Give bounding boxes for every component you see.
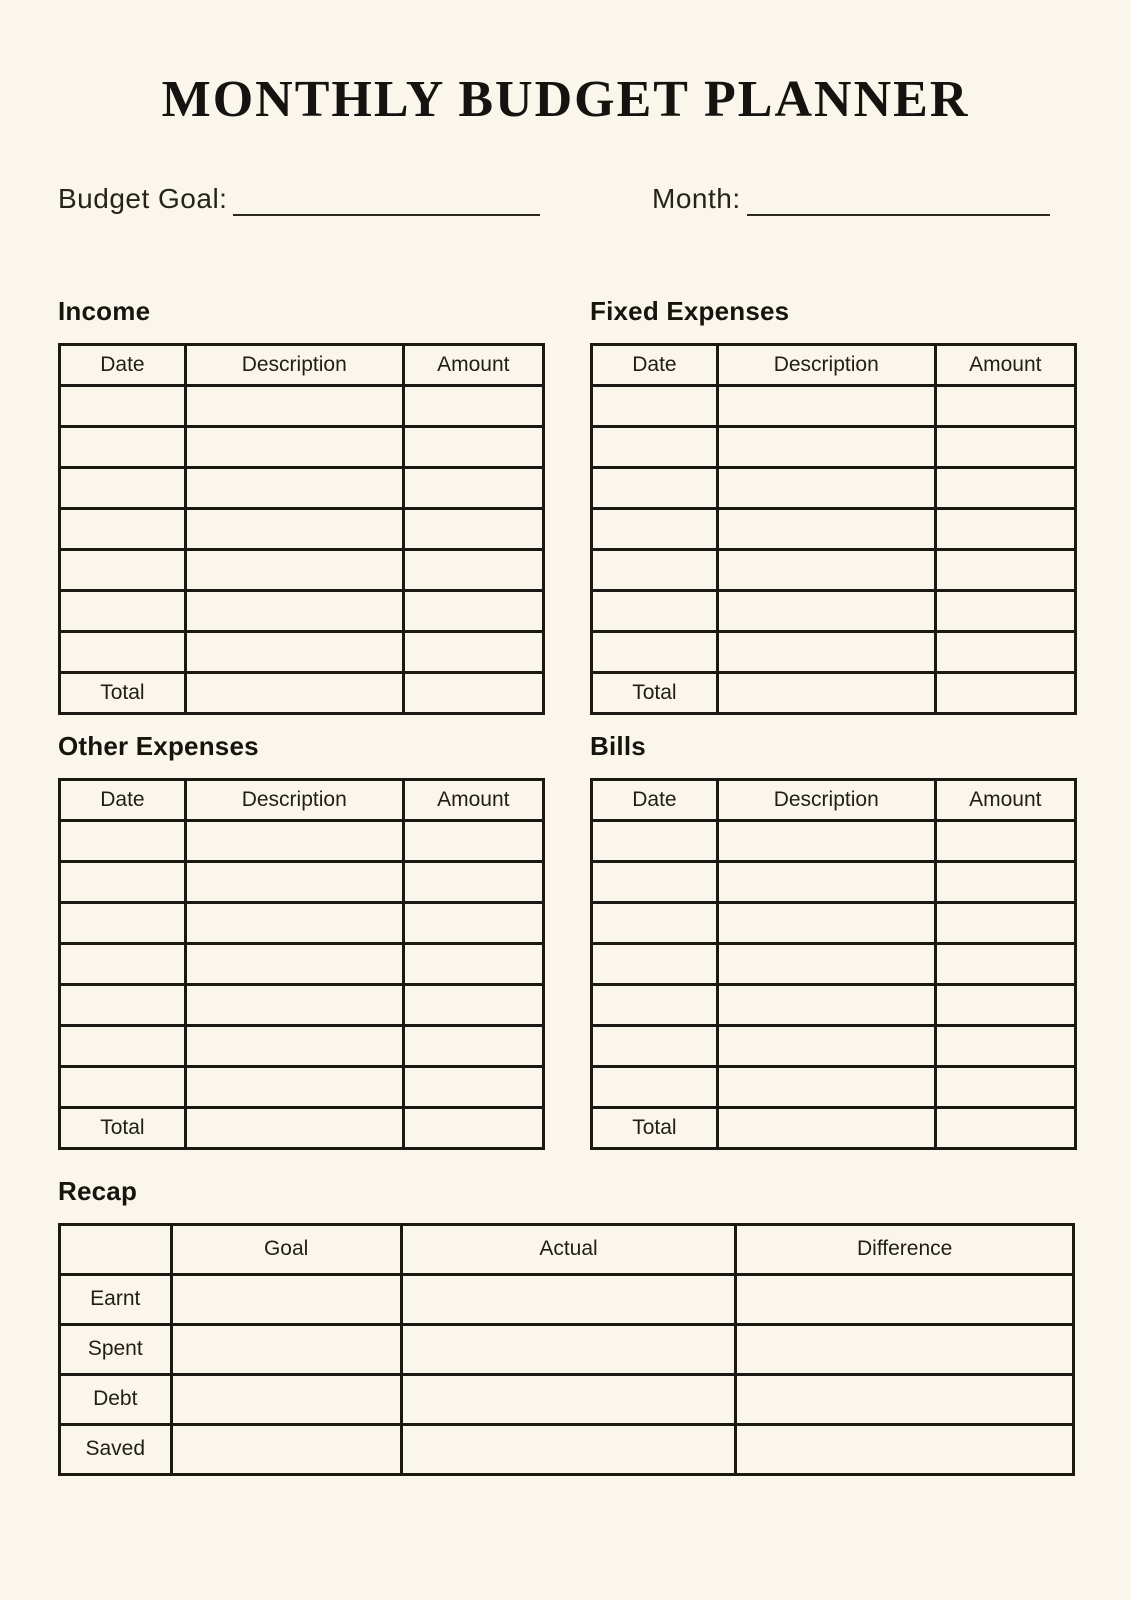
blank-cell[interactable] <box>60 820 186 861</box>
blank-cell[interactable] <box>592 549 718 590</box>
blank-cell[interactable] <box>171 1324 401 1374</box>
blank-cell[interactable] <box>185 426 403 467</box>
recap-table <box>58 1223 1075 1476</box>
recap-row-saved <box>60 1424 1074 1474</box>
bills-table <box>590 778 1077 1150</box>
blank-cell[interactable] <box>592 861 718 902</box>
blank-cell[interactable] <box>60 631 186 672</box>
blank-cell[interactable] <box>185 549 403 590</box>
blank-cell[interactable] <box>403 590 543 631</box>
table-header-row <box>60 344 544 385</box>
blank-row <box>592 590 1076 631</box>
blank-cell[interactable] <box>185 672 403 713</box>
total-row <box>60 672 544 713</box>
blank-cell[interactable] <box>403 820 543 861</box>
row-label-cell: Spent <box>60 1324 172 1374</box>
blank-cell[interactable] <box>185 861 403 902</box>
recap-row-spent <box>60 1324 1074 1374</box>
blank-cell[interactable] <box>185 943 403 984</box>
blank-cell[interactable] <box>60 1025 186 1066</box>
amount-column-header: Amount <box>403 779 543 820</box>
blank-cell[interactable] <box>717 590 935 631</box>
table-header-row <box>60 779 544 820</box>
blank-cell[interactable] <box>717 1025 935 1066</box>
bills-section <box>590 731 1077 1150</box>
blank-cell[interactable] <box>717 1107 935 1148</box>
blank-cell[interactable] <box>592 984 718 1025</box>
income-table <box>58 343 545 715</box>
blank-cell[interactable] <box>717 385 935 426</box>
blank-row <box>60 1025 544 1066</box>
income-section <box>58 296 545 715</box>
income-section-title: Income <box>58 295 151 326</box>
recap-section <box>0 1176 1131 1476</box>
blank-row <box>592 1066 1076 1107</box>
blank-cell[interactable] <box>60 984 186 1025</box>
blank-cell[interactable] <box>935 902 1075 943</box>
total-label-cell: Total <box>60 1107 186 1148</box>
blank-cell[interactable] <box>60 943 186 984</box>
blank-cell[interactable] <box>935 385 1075 426</box>
recap-section-title: Recap <box>58 1175 138 1206</box>
blank-row <box>60 943 544 984</box>
description-column-header: Description <box>717 344 935 385</box>
total-row <box>592 1107 1076 1148</box>
blank-cell[interactable] <box>717 549 935 590</box>
table-header-row <box>592 779 1076 820</box>
blank-cell[interactable] <box>717 508 935 549</box>
description-column-header: Description <box>717 779 935 820</box>
blank-cell[interactable] <box>736 1374 1074 1424</box>
blank-cell[interactable] <box>185 1107 403 1148</box>
blank-cell[interactable] <box>60 861 186 902</box>
row-label-cell: Earnt <box>60 1274 172 1324</box>
other-expenses-section-title: Other Expenses <box>58 730 259 761</box>
blank-cell[interactable] <box>60 426 186 467</box>
blank-cell[interactable] <box>401 1374 736 1424</box>
blank-cell[interactable] <box>171 1374 401 1424</box>
blank-row <box>592 426 1076 467</box>
blank-cell[interactable] <box>935 1066 1075 1107</box>
date-column-header: Date <box>592 344 718 385</box>
blank-cell[interactable] <box>592 385 718 426</box>
blank-cell[interactable] <box>403 861 543 902</box>
description-column-header: Description <box>185 779 403 820</box>
row-label-cell: Saved <box>60 1424 172 1474</box>
blank-row <box>60 508 544 549</box>
blank-cell[interactable] <box>185 590 403 631</box>
blank-row <box>60 549 544 590</box>
date-column-header: Date <box>60 344 186 385</box>
blank-cell[interactable] <box>403 1025 543 1066</box>
blank-cell[interactable] <box>935 1107 1075 1148</box>
blank-cell[interactable] <box>935 426 1075 467</box>
blank-cell[interactable] <box>717 820 935 861</box>
other-expenses-section <box>58 731 545 1150</box>
blank-cell[interactable] <box>935 467 1075 508</box>
blank-cell[interactable] <box>592 902 718 943</box>
amount-column-header: Amount <box>403 344 543 385</box>
blank-row <box>60 590 544 631</box>
blank-row <box>60 426 544 467</box>
blank-cell[interactable] <box>592 943 718 984</box>
blank-cell[interactable] <box>935 1025 1075 1066</box>
blank-cell[interactable] <box>185 467 403 508</box>
table-header-row <box>592 344 1076 385</box>
blank-cell[interactable] <box>185 508 403 549</box>
blank-row <box>592 1025 1076 1066</box>
blank-row <box>592 902 1076 943</box>
blank-row <box>60 1066 544 1107</box>
blank-cell[interactable] <box>592 467 718 508</box>
blank-row <box>592 820 1076 861</box>
amount-column-header: Amount <box>935 779 1075 820</box>
blank-cell[interactable] <box>185 1066 403 1107</box>
blank-cell[interactable] <box>717 902 935 943</box>
blank-cell[interactable] <box>403 631 543 672</box>
blank-cell[interactable] <box>185 1025 403 1066</box>
blank-row <box>60 385 544 426</box>
blank-cell[interactable] <box>935 861 1075 902</box>
blank-cell[interactable] <box>935 549 1075 590</box>
row-label-cell: Debt <box>60 1374 172 1424</box>
blank-cell[interactable] <box>171 1424 401 1474</box>
blank-cell[interactable] <box>592 590 718 631</box>
description-column-header: Description <box>185 344 403 385</box>
blank-cell[interactable] <box>403 902 543 943</box>
blank-cell[interactable] <box>185 820 403 861</box>
blank-cell[interactable] <box>592 1066 718 1107</box>
blank-cell[interactable] <box>935 631 1075 672</box>
blank-cell[interactable] <box>185 984 403 1025</box>
blank-cell[interactable] <box>935 508 1075 549</box>
fixed-expenses-section <box>590 296 1077 715</box>
blank-row <box>592 385 1076 426</box>
blank-row <box>592 943 1076 984</box>
blank-row <box>60 631 544 672</box>
blank-cell[interactable] <box>185 902 403 943</box>
budget-goal-label: Budget Goal: <box>58 183 228 215</box>
recap-row-earnt <box>60 1274 1074 1324</box>
blank-cell[interactable] <box>935 672 1075 713</box>
blank-cell[interactable] <box>403 385 543 426</box>
bills-section-title: Bills <box>590 730 646 761</box>
blank-cell[interactable] <box>403 984 543 1025</box>
blank-cell[interactable] <box>592 508 718 549</box>
blank-cell[interactable] <box>60 508 186 549</box>
blank-cell[interactable] <box>717 467 935 508</box>
blank-cell[interactable] <box>592 1025 718 1066</box>
blank-row <box>60 820 544 861</box>
blank-cell[interactable] <box>592 426 718 467</box>
blank-cell[interactable] <box>60 590 186 631</box>
budget-goal-input-line[interactable] <box>233 180 540 216</box>
blank-cell[interactable] <box>717 943 935 984</box>
blank-cell[interactable] <box>403 549 543 590</box>
blank-cell[interactable] <box>736 1424 1074 1474</box>
blank-row <box>592 861 1076 902</box>
header-fields <box>58 180 1050 216</box>
blank-cell[interactable] <box>717 631 935 672</box>
blank-cell[interactable] <box>717 672 935 713</box>
blank-cell[interactable] <box>403 1066 543 1107</box>
date-column-header: Date <box>60 779 186 820</box>
blank-cell[interactable] <box>403 467 543 508</box>
blank-cell[interactable] <box>60 902 186 943</box>
total-row <box>592 672 1076 713</box>
blank-row <box>592 508 1076 549</box>
blank-cell[interactable] <box>592 820 718 861</box>
total-label-cell: Total <box>60 672 186 713</box>
blank-cell[interactable] <box>717 426 935 467</box>
recap-corner-header <box>60 1224 172 1274</box>
blank-cell[interactable] <box>935 984 1075 1025</box>
blank-cell[interactable] <box>185 631 403 672</box>
blank-row <box>592 549 1076 590</box>
page-title: MONTHLY BUDGET PLANNER <box>161 71 970 128</box>
entry-tables-grid <box>0 296 1131 1150</box>
month-input-line[interactable] <box>747 180 1050 216</box>
blank-row <box>592 467 1076 508</box>
blank-cell[interactable] <box>717 984 935 1025</box>
blank-cell[interactable] <box>935 590 1075 631</box>
blank-row <box>60 984 544 1025</box>
goal-column-header: Goal <box>171 1224 401 1274</box>
blank-cell[interactable] <box>60 385 186 426</box>
blank-cell[interactable] <box>60 1066 186 1107</box>
blank-row <box>60 467 544 508</box>
blank-cell[interactable] <box>60 549 186 590</box>
blank-cell[interactable] <box>935 943 1075 984</box>
month-label: Month: <box>652 183 741 215</box>
date-column-header: Date <box>592 779 718 820</box>
actual-column-header: Actual <box>401 1224 736 1274</box>
blank-cell[interactable] <box>403 943 543 984</box>
blank-cell[interactable] <box>736 1274 1074 1324</box>
blank-cell[interactable] <box>401 1324 736 1374</box>
other-expenses-table <box>58 778 545 1150</box>
blank-cell[interactable] <box>401 1274 736 1324</box>
blank-row <box>592 631 1076 672</box>
blank-cell[interactable] <box>403 1107 543 1148</box>
blank-cell[interactable] <box>403 672 543 713</box>
blank-cell[interactable] <box>717 1066 935 1107</box>
blank-cell[interactable] <box>403 426 543 467</box>
total-label-cell: Total <box>592 1107 718 1148</box>
difference-column-header: Difference <box>736 1224 1074 1274</box>
blank-row <box>60 861 544 902</box>
recap-row-debt <box>60 1374 1074 1424</box>
budget-goal-field <box>58 180 540 216</box>
blank-cell[interactable] <box>717 861 935 902</box>
blank-cell[interactable] <box>592 631 718 672</box>
blank-row <box>60 902 544 943</box>
month-field <box>652 180 1050 216</box>
amount-column-header: Amount <box>935 344 1075 385</box>
fixed-expenses-table <box>590 343 1077 715</box>
blank-cell[interactable] <box>60 467 186 508</box>
fixed-expenses-section-title: Fixed Expenses <box>590 295 790 326</box>
blank-cell[interactable] <box>403 508 543 549</box>
total-label-cell: Total <box>592 672 718 713</box>
blank-cell[interactable] <box>935 820 1075 861</box>
blank-cell[interactable] <box>736 1324 1074 1374</box>
blank-cell[interactable] <box>185 385 403 426</box>
blank-cell[interactable] <box>171 1274 401 1324</box>
table-header-row <box>60 1224 1074 1274</box>
blank-row <box>592 984 1076 1025</box>
total-row <box>60 1107 544 1148</box>
blank-cell[interactable] <box>401 1424 736 1474</box>
